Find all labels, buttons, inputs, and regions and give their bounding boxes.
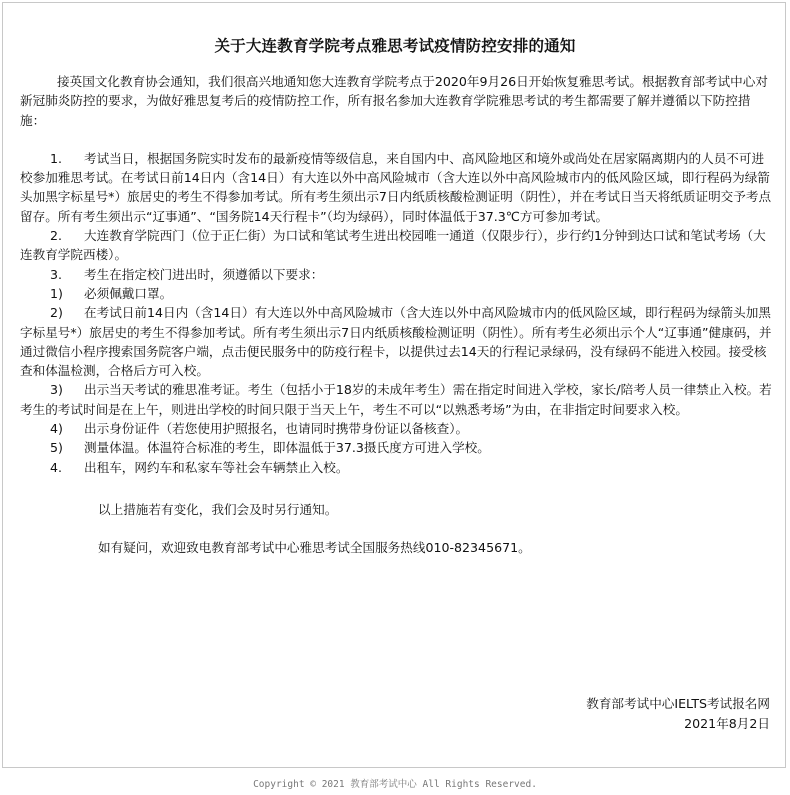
item-text: 测量体温。体温符合标准的考生，即体温低于37.3摄氏度方可进入学校。 [84,440,490,456]
item-text: 在考试日前14日内（含14日）有大连以外中高风险城市（含大连以外中高风险城市内的低风险区域，即行程码为绿箭头加黑字标星号*）旅居史的考生不得参加考试。所有考生须出示7日内纸质核酸检测证明（阴性）。所有考生必须出示个人“辽事通”健康码，并通过微信小程序搜索国务院客户端，点击便民服务中的防疫行程卡，以提供过去14天的行程记录绿码，没有绿码不能进入校园。接受核查和体温检测，合格后方可入校。 [20,305,772,379]
spacer [20,477,772,500]
spacer [20,519,772,538]
item-number: 4) [50,421,63,437]
item-number: 4. [50,459,63,475]
closing-change-notice: 以上措施若有变化，我们会及时另行通知。 [98,501,338,517]
item-text: 必须佩戴口罩。 [84,285,173,301]
measure-item-3 [20,265,772,284]
sub-item-4 [20,419,772,438]
notice-body [20,72,772,558]
signature-block [586,694,770,734]
closing-hotline: 如有疑问，欢迎致电教育部考试中心雅思考试全国服务热线010-82345671。 [98,540,531,556]
item-number: 1) [50,285,63,301]
item-number: 5) [50,440,63,456]
measure-item-1 [20,149,772,226]
item-number: 2) [50,305,63,321]
item-text: 考生在指定校门进出时，须遵循以下要求： [84,266,324,282]
item-text: 出示当天考试的雅思准考证。考生（包括小于18岁的未成年考生）需在指定时间进入学校，家长/陪考人员一律禁止入校。若考生的考试时间是在上午，则进出学校的时间只限于当天上午，考生不可以“以熟悉考场”为由，在非指定时间要求入校。 [20,382,772,417]
sub-item-5 [20,438,772,457]
signature-date: 2021年8月2日 [684,716,770,731]
measure-item-2 [20,226,772,265]
item-text: 考试当日，根据国务院实时发布的最新疫情等级信息，来自国内中、高风险地区和境外或尚处在居家隔离期内的人员不可进校参加雅思考试。在考试日前14日内（含14日）有大连以外中高风险城市（含大连以外中高风险城市内的低风险区域，即行程码为绿箭头加黑字标星号*）旅居史的考生不得参加考试。所有考生须出示7日内纸质核酸检测证明（阴性），并在考试日当天将纸质证明交予考点留存。所有考生须出示“辽事通”、“国务院14天行程卡”（均为绿码），同时体温低于37.3℃方可参加考试。 [20,150,772,224]
sub-item-2 [20,303,772,380]
item-number: 3. [50,266,63,282]
item-text: 出租车，网约车和私家车等社会车辆禁止入校。 [84,459,349,475]
item-number: 2. [50,228,63,244]
copyright-footer: Copyright © 2021 教育部考试中心 All Rights Reserved. [253,779,537,790]
item-text: 出示身份证件（若您使用护照报名，也请同时携带身份证以备核查）。 [84,421,469,437]
sub-item-3 [20,380,772,419]
sub-item-1 [20,284,772,303]
item-number: 3) [50,382,63,398]
item-number: 1. [50,150,63,166]
signature-issuer: 教育部考试中心IELTS考试报名网 [586,696,770,711]
spacer [20,130,772,149]
notice-title: 关于大连教育学院考点雅思考试疫情防控安排的通知 [214,37,576,55]
item-text: 大连教育学院西门（位于正仁街）为口试和笔试考生进出校园唯一通道（仅限步行），步行约1分钟到达口试和笔试考场（大连教育学院西楼）。 [20,228,766,263]
intro-paragraph: 接英国文化教育协会通知，我们很高兴地通知您大连教育学院考点于2020年9月26日开始恢复雅思考试。根据教育部考试中心对新冠肺炎防控的要求，为做好雅思复考后的疫情防控工作，所有报名参加大连教育学院雅思考试的考生都需要了解并遵循以下防控措施： [20,74,768,128]
measure-item-4 [20,458,772,477]
